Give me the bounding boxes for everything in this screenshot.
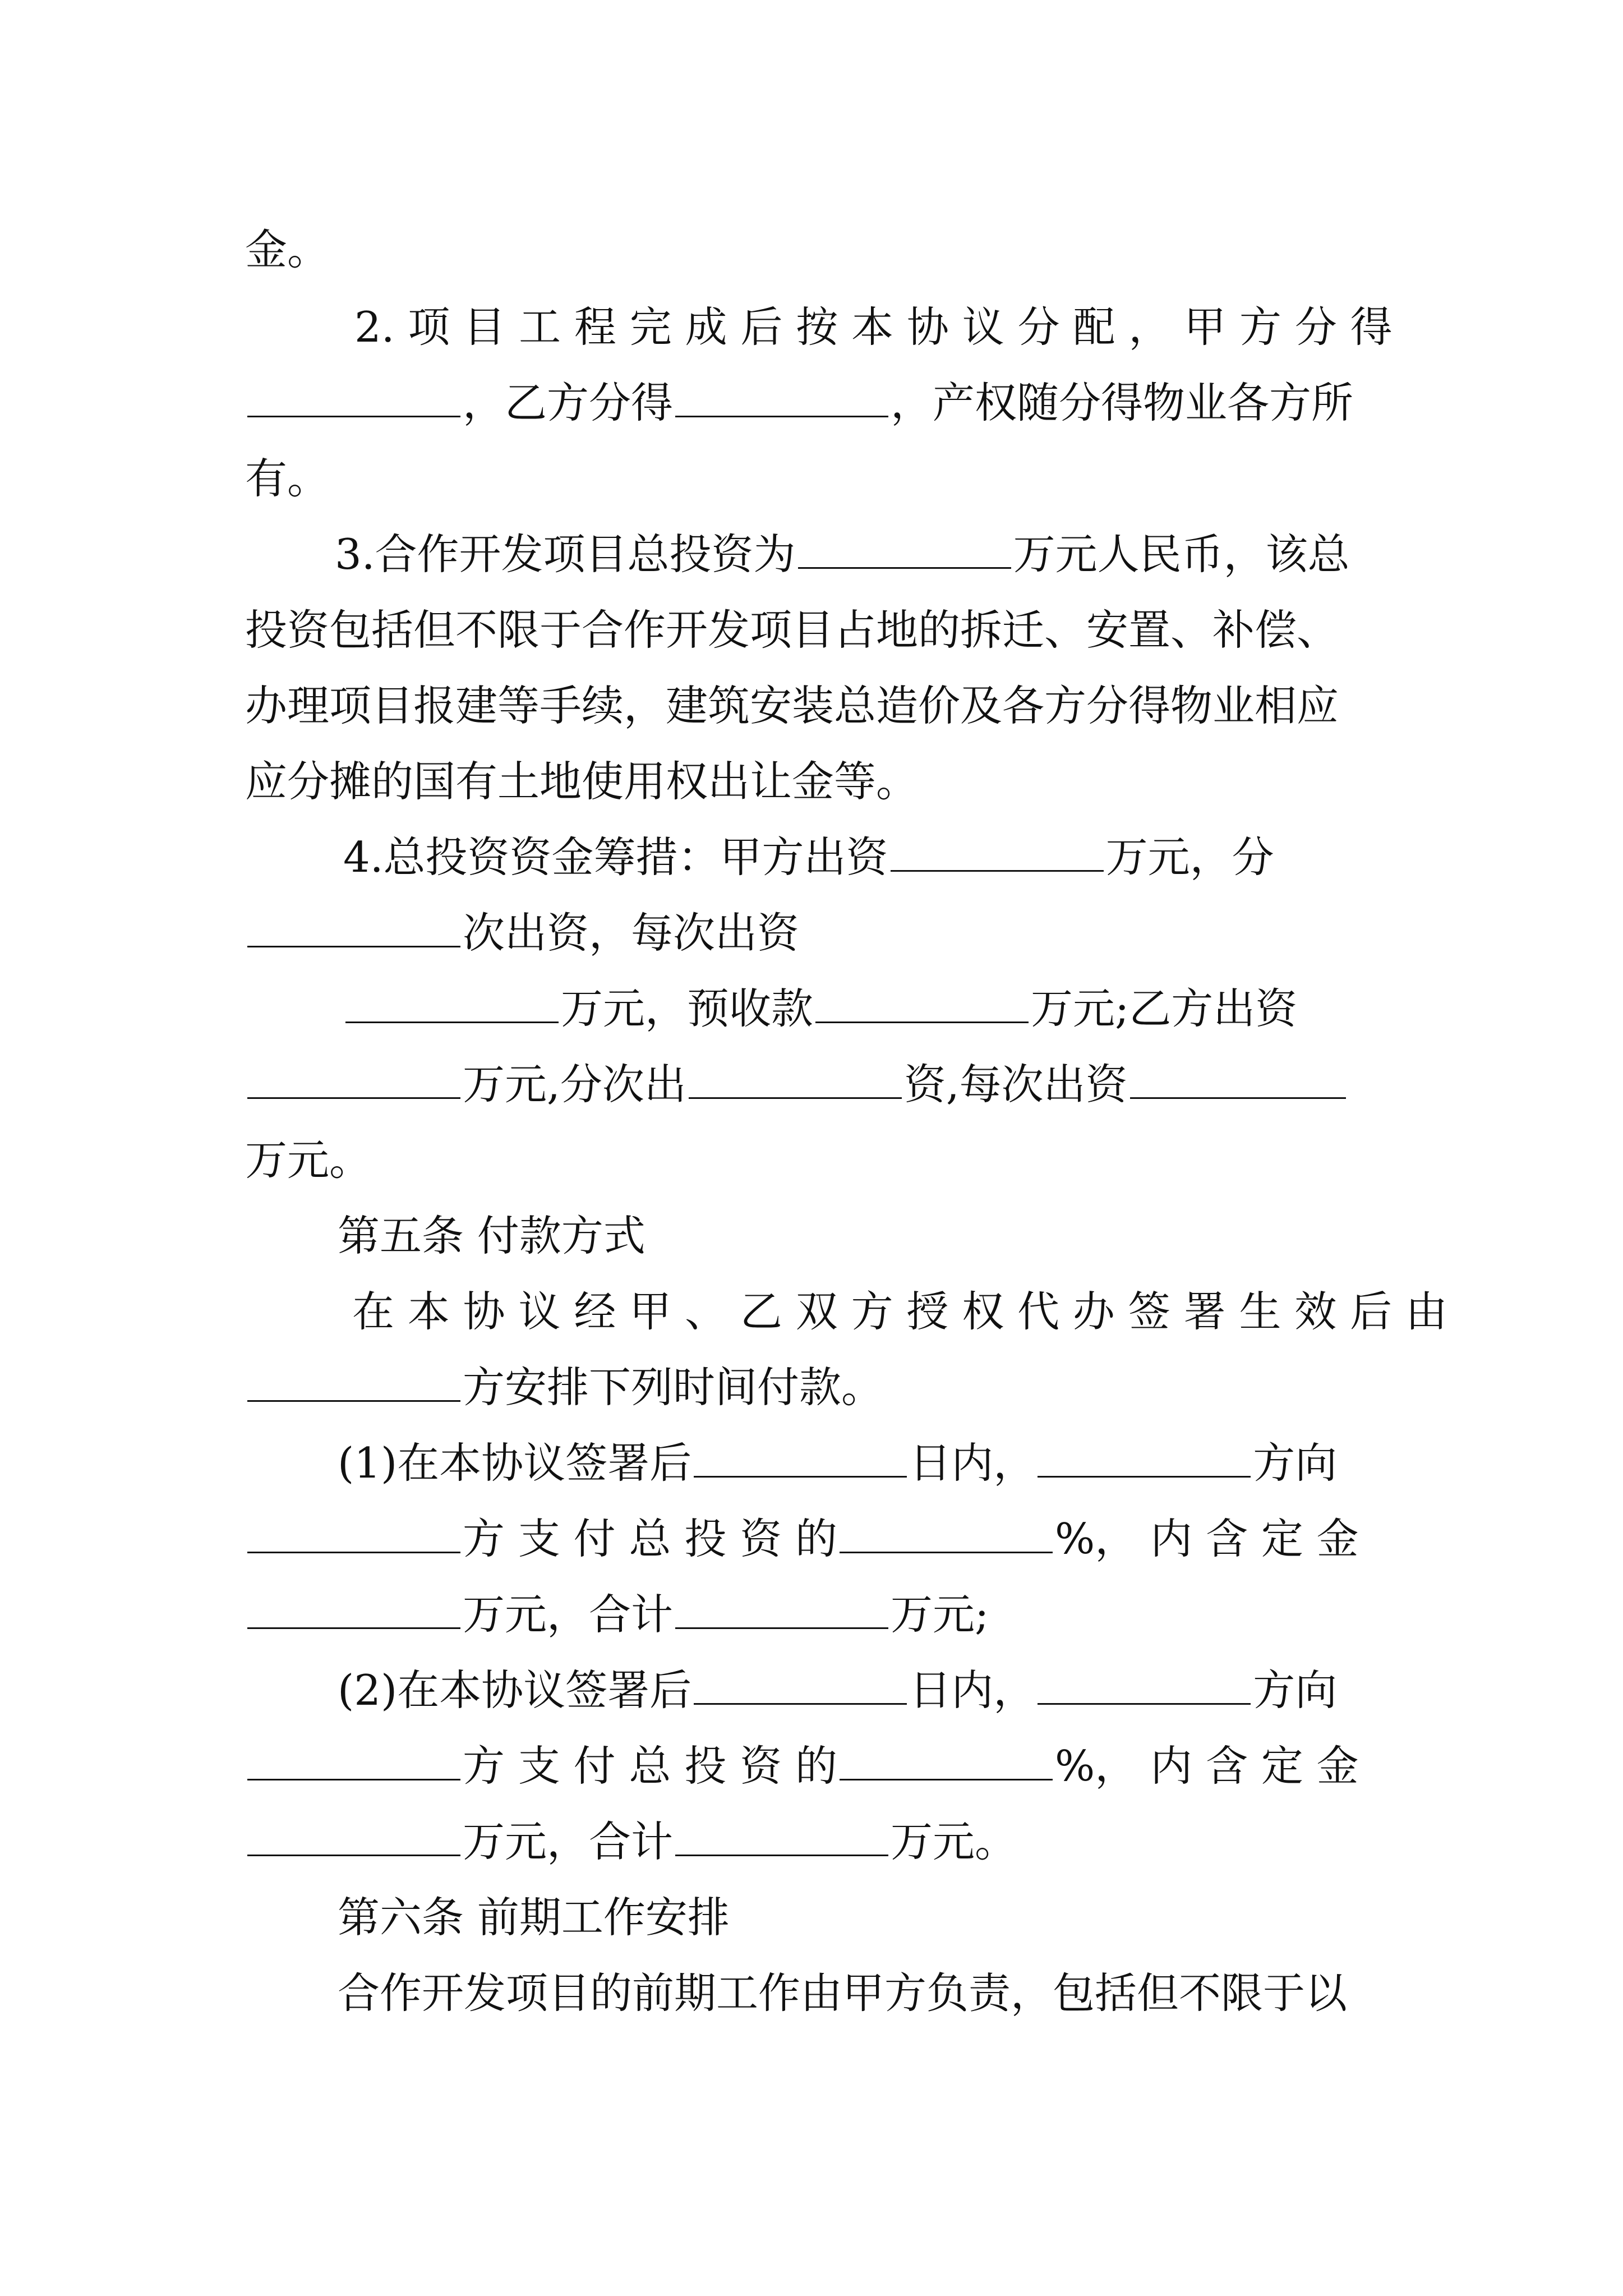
text-line	[338, 1665, 1378, 1715]
text-fragment: 金。	[245, 225, 330, 274]
blank-field	[840, 1744, 1053, 1780]
text-fragment: 次出资，每次出资	[463, 908, 800, 958]
text-line	[245, 1362, 1378, 1412]
text-fragment: 有。	[245, 454, 330, 503]
blank-field	[247, 1744, 460, 1780]
blank-field	[247, 911, 460, 947]
text-fragment: 方 支 付 总 投 资 的	[463, 1741, 838, 1791]
blank-field	[247, 1517, 460, 1553]
text-fragment: 万元;	[891, 1590, 989, 1639]
blank-field	[345, 987, 559, 1023]
text-fragment: %， 内 含 定 金	[1055, 1741, 1359, 1791]
text-fragment: 应分摊的国有土地使用权出让金等。	[245, 757, 919, 806]
section-heading	[338, 1892, 1470, 1943]
blank-field	[694, 1441, 907, 1478]
text-fragment: 第五条 付款方式	[338, 1211, 645, 1260]
text-fragment: 万元，预收款	[561, 984, 814, 1033]
text-fragment: 方 支 付 总 投 资 的	[463, 1514, 838, 1563]
text-line	[245, 756, 1378, 807]
text-line	[245, 908, 1378, 958]
text-fragment: 万元,分次出	[463, 1060, 686, 1109]
text-fragment: 万元;乙方出资	[1031, 984, 1298, 1033]
blank-field	[1038, 1668, 1251, 1705]
text-line	[338, 1968, 1378, 2018]
text-fragment: ，产权随分得物业各方所	[891, 378, 1354, 427]
blank-field	[247, 381, 460, 417]
text-fragment: 万元人民币，该总	[1013, 530, 1350, 579]
text-line	[245, 1135, 1378, 1185]
text-line	[245, 1741, 1378, 1791]
text-line	[343, 983, 1378, 1034]
text-fragment: 万元，分	[1105, 832, 1274, 882]
text-fragment: %， 内 含 定 金	[1055, 1514, 1359, 1563]
blank-field	[247, 1365, 460, 1402]
text-fragment: 日内，	[909, 1665, 1036, 1715]
section-heading	[338, 1211, 1470, 1261]
text-line	[245, 453, 1378, 504]
text-line	[245, 1816, 1378, 1867]
blank-field	[247, 1593, 460, 1629]
blank-field	[840, 1517, 1053, 1553]
text-fragment: 办理项目报建等手续，建筑安装总造价及各方分得物业相应	[245, 681, 1339, 730]
text-line	[335, 529, 1378, 579]
text-line	[245, 1059, 1378, 1110]
text-fragment: 方向	[1253, 1665, 1338, 1715]
text-fragment: 万元。	[891, 1817, 1017, 1866]
blank-field	[675, 381, 888, 417]
text-fragment: ，乙方分得	[463, 378, 674, 427]
text-line	[245, 378, 1378, 428]
text-line	[245, 224, 1378, 275]
blank-field	[815, 987, 1029, 1023]
text-line	[245, 1589, 1378, 1640]
text-line	[343, 832, 1378, 882]
blank-field	[891, 835, 1104, 872]
text-fragment: 合作开发项目的前期工作由甲方负责，包括但不限于以	[338, 1968, 1348, 2018]
blank-field	[798, 532, 1011, 569]
blank-field	[247, 1820, 460, 1856]
text-line	[352, 1286, 1447, 1337]
text-fragment: (2)在本协议签署后	[338, 1665, 692, 1715]
text-fragment: 投资包括但不限于合作开发项目占地的拆迁、安置、补偿、	[245, 605, 1339, 655]
blank-field	[694, 1668, 907, 1705]
text-fragment: (1)在本协议签署后	[338, 1438, 692, 1488]
text-line	[245, 1513, 1378, 1564]
text-fragment: 日内，	[909, 1438, 1036, 1488]
blank-field	[675, 1820, 888, 1856]
text-fragment: 万元，合计	[463, 1590, 674, 1639]
blank-field	[247, 1062, 460, 1099]
text-fragment: 在 本 协 议 经 甲 、 乙 双 方 授 权 代 办 签 署 生 效 后 由	[352, 1287, 1447, 1336]
text-fragment: 万元，合计	[463, 1817, 674, 1866]
text-line	[245, 680, 1378, 731]
text-line	[245, 605, 1378, 655]
text-fragment: 资,每次出资	[903, 1060, 1128, 1109]
text-fragment: 3.合作开发项目总投资为	[335, 530, 796, 579]
text-fragment: 万元。	[245, 1135, 372, 1185]
blank-field	[1130, 1062, 1346, 1099]
blank-field	[1038, 1441, 1251, 1478]
text-fragment: 4.总投资资金筹措：甲方出资	[343, 832, 888, 882]
text-fragment: 方安排下列时间付款。	[463, 1363, 884, 1412]
blank-field	[675, 1593, 888, 1629]
text-fragment: 第六条 前期工作安排	[338, 1893, 730, 1942]
text-fragment: 方向	[1253, 1438, 1338, 1488]
text-line	[338, 1438, 1378, 1488]
text-fragment: 2. 项 目 工 程 完 成 后 按 本 协 议 分 配 ， 甲 方 分 得	[354, 302, 1393, 352]
blank-field	[689, 1062, 902, 1099]
text-line	[354, 302, 1393, 352]
